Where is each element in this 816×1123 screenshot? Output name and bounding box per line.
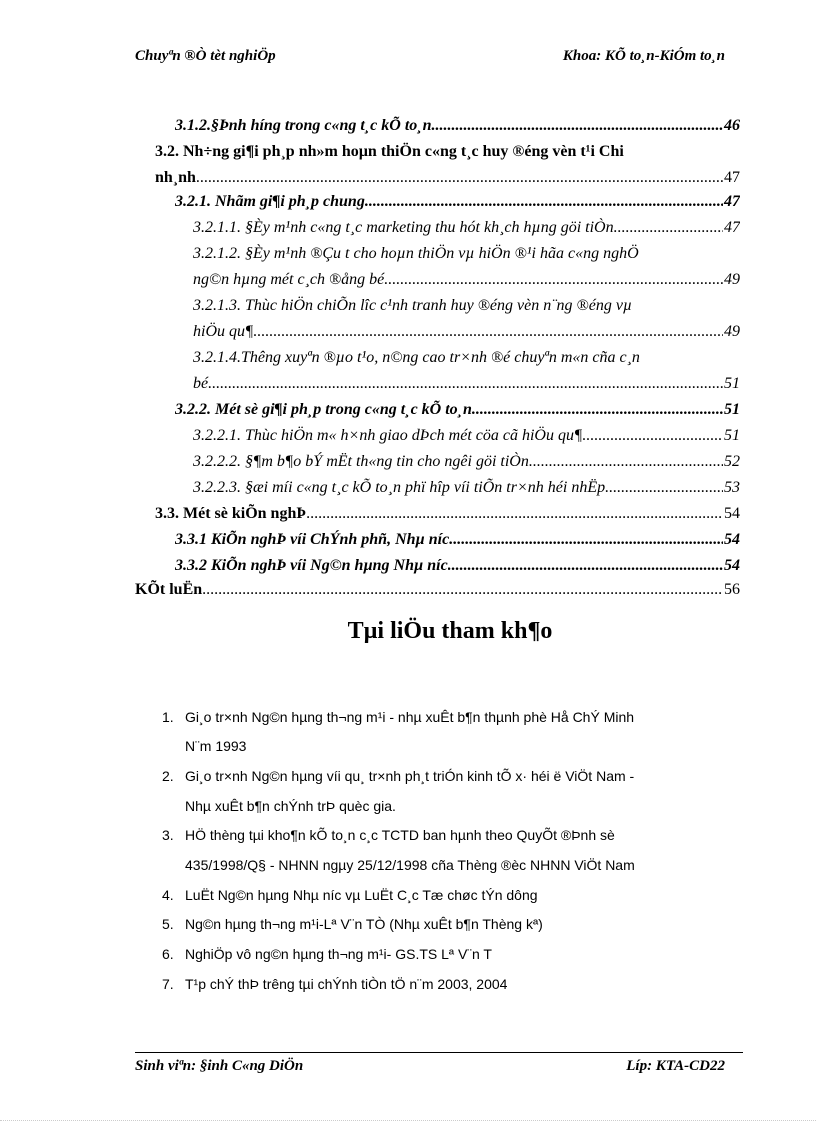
reference-text: 435/1998/Q§ - NHNN ngµy 25/12/1998 cña Thèng ®èc NHNN ViÖt Nam	[185, 857, 635, 873]
page-header	[135, 48, 725, 68]
toc-entry: 3.2.2.1. Thùc hiÖn m« h×nh giao dÞch mét cöa cã hiÖu qu¶ ..... 51	[193, 426, 740, 446]
toc-entry: ng©n hµng mét c¸ch ®ång bé ..... 49	[193, 270, 740, 290]
reference-text: NghiÖp vô ng©n hµng th¬ng m¹i- GS.TS Lª V¨n T	[185, 946, 492, 962]
footer-class-label: Líp: KTA-CD22	[626, 1058, 725, 1074]
toc-entry: 3.2.2. Mét sè gi¶i ph¸p trong c«ng t¸c kÕ to¸n ..... 51	[175, 400, 740, 420]
toc-entry: 3.2.1.4.Thêng xuyªn ®µo t¹o, n©ng cao tr×nh ®é chuyªn m«n cña c¸n	[193, 349, 640, 366]
toc-entry: 3.3.2 KiÕn nghÞ víi Ng©n hµng Nhµ níc ..... 54	[175, 556, 740, 576]
reference-text: Gi¸o tr×nh Ng©n hµng víi qu¸ tr×nh ph¸t triÓn kinh tÕ x· héi ë ViÖt Nam -	[185, 768, 635, 784]
toc-entry: 3.3.1 KiÕn nghÞ víi ChÝnh phñ, Nhµ níc ..... 54	[175, 530, 740, 550]
page-footer	[135, 1058, 725, 1078]
page-boundary	[0, 1120, 816, 1121]
toc-entry: 3.3. Mét sè kiÕn nghÞ ..... 54	[155, 504, 740, 524]
reference-text: N¨m 1993	[185, 738, 247, 754]
toc-entry: 3.2. Nh÷ng gi¶i ph¸p nh»m hoµn thiÖn c«ng t¸c huy ®éng vèn t¹i Chi	[155, 143, 624, 160]
reference-text: T¹p chÝ thÞ trêng tµi chÝnh tiÒn tÖ n¨m 2003, 2004	[185, 976, 508, 992]
reference-text: LuËt Ng©n hµng Nhµ níc vµ LuËt C¸c Tæ chøc tÝn dông	[185, 887, 538, 903]
reference-number: 1.	[162, 709, 174, 725]
footer-divider	[135, 1052, 743, 1053]
toc-entry: bé ..... 51	[193, 374, 740, 394]
toc-entry: nh¸nh ..... 47	[155, 168, 740, 188]
reference-number: 4.	[162, 887, 174, 903]
toc-entry: KÕt luËn ..... 56	[135, 580, 740, 600]
footer-student-label: Sinh viªn: §inh C«ng DiÖn	[135, 1058, 304, 1074]
header-thesis-label: Chuyªn ®Ò tèt nghiÖp	[135, 48, 276, 64]
reference-number: 6.	[162, 946, 174, 962]
reference-number: 5.	[162, 916, 174, 932]
reference-text: Nhµ xuÊt b¶n chÝnh trÞ quèc gia.	[185, 798, 396, 814]
toc-entry: 3.2.1. Nhãm gi¶i ph¸p chung ..... 47	[175, 192, 740, 212]
toc-entry: 3.2.2.3. §æi míi c«ng t¸c kÕ to¸n phï hîp víi tiÕn tr×nh héi nhËp ..... 53	[193, 478, 740, 498]
reference-number: 2.	[162, 768, 174, 784]
toc-entry: 3.2.1.1. §Èy m¹nh c«ng t¸c marketing thu hót kh¸ch hµng göi tiÒn ..... 47	[193, 218, 740, 238]
reference-number: 7.	[162, 976, 174, 992]
reference-number: 3.	[162, 827, 174, 843]
toc-entry: 3.1.2.§Þnh híng trong c«ng t¸c kÕ to¸n ..... 46	[175, 116, 740, 136]
toc-entry: 3.2.1.3. Thùc hiÖn chiÕn lîc c¹nh tranh huy ®éng vèn n¨ng ®éng vµ	[193, 297, 633, 314]
reference-text: Ng©n hµng th¬ng m¹i-Lª V¨n TÒ (Nhµ xuÊt b¶n Thèng kª)	[185, 916, 543, 932]
toc-entry: 3.2.1.2. §Èy m¹nh ®Çu t cho hoµn thiÖn vµ hiÖn ®¹i hãa c«ng nghÖ	[193, 245, 639, 262]
toc-entry: 3.2.2.2. §¶m b¶o bÝ mËt th«ng tin cho ngêi göi tiÒn ..... 52	[193, 452, 740, 472]
reference-text: Gi¸o tr×nh Ng©n hµng th¬ng m¹i - nhµ xuÊt b¶n thµnh phè Hå ChÝ Minh	[185, 709, 635, 725]
toc-entry: hiÖu qu¶ ..... 49	[193, 322, 740, 342]
header-faculty-label: Khoa: KÕ to¸n-KiÓm to¸n	[562, 48, 725, 64]
references-title: Tµi liÖu tham kh¶o	[347, 618, 553, 644]
reference-text: HÖ thèng tµi kho¶n kÕ to¸n c¸c TCTD ban hµnh theo QuyÕt ®Þnh sè	[185, 827, 615, 843]
